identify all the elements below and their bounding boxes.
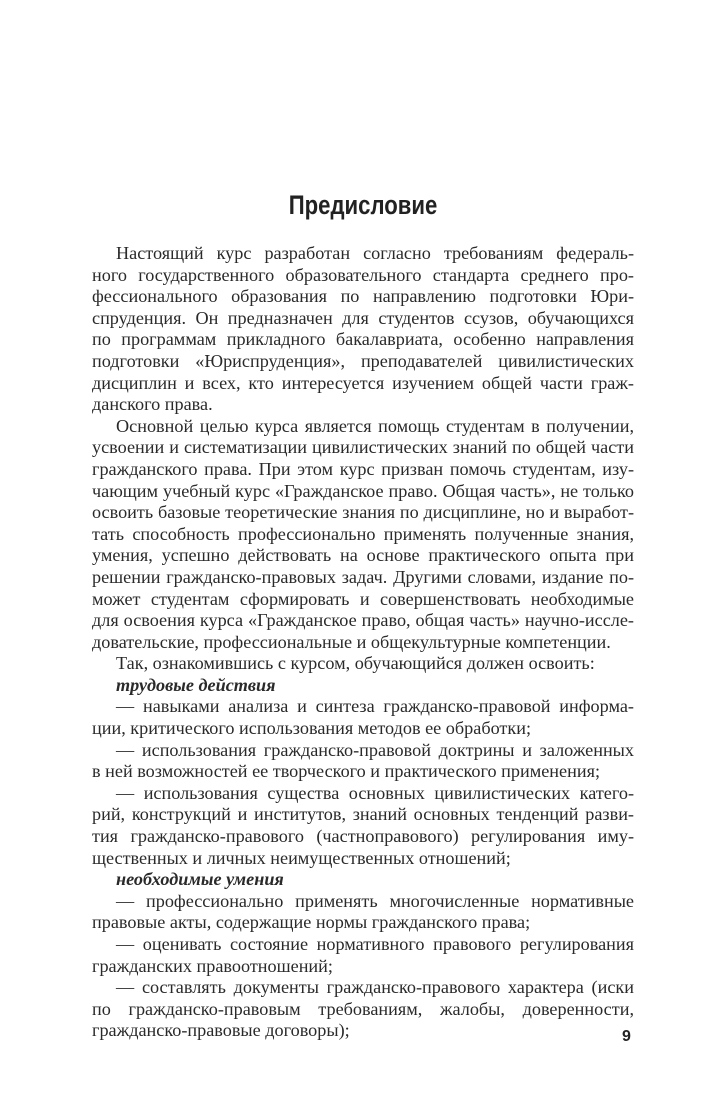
text-line: усвоении и систематизации цивилистических знаний по общей части xyxy=(92,437,634,458)
text-line: довательские, профессиональные и общекультурные компетенции. xyxy=(92,631,611,652)
text-line: — использования гражданско-правовой доктрины и заложенных xyxy=(116,739,634,760)
page-title: Предисловие xyxy=(288,190,438,221)
paragraph xyxy=(92,696,634,739)
text-line: гражданского права. При этом курс призван помочь студентам, изу- xyxy=(92,458,634,479)
text-line: для освоения курса «Гражданское право, общая часть» научно-иссле- xyxy=(92,610,634,631)
text-line: щественных и личных неимущественных отношений; xyxy=(92,847,511,868)
text-line: Так, ознакомившись с курсом, обучающийся должен освоить: xyxy=(116,653,595,674)
paragraph xyxy=(92,891,634,934)
paragraph xyxy=(92,977,634,1042)
text-line: подготовки «Юриспруденция», преподавателей цивилистических xyxy=(92,350,634,371)
text-line: данского права. xyxy=(92,394,213,415)
text-line: рий, конструкций и институтов, знаний основных тенденций разви- xyxy=(92,804,634,825)
text-line: Настоящий курс разработан согласно требованиям федераль- xyxy=(116,243,634,263)
paragraph xyxy=(92,934,634,977)
document-body xyxy=(92,243,634,1042)
text-line: тия гражданско-правового (частноправового) регулирования иму- xyxy=(92,826,634,847)
text-line: — составлять документы гражданско-правового характера (иски xyxy=(116,977,634,998)
text-line: тать способность профессионально применять полученные знания, xyxy=(92,523,634,544)
paragraph xyxy=(92,653,634,675)
text-line: необходимые умения xyxy=(116,869,284,890)
text-line: — навыками анализа и синтеза гражданско-правовой информа- xyxy=(116,696,634,717)
text-line: решении гражданско-правовых задач. Другими словами, издание по- xyxy=(92,566,634,587)
paragraph xyxy=(92,416,634,654)
text-line: по гражданско-правовым требованиям, жалобы, доверенности, xyxy=(92,998,634,1019)
text-line: Основной целью курса является помощь студентам в получении, xyxy=(116,415,634,436)
text-line: правовые акты, содержащие нормы гражданского права; xyxy=(92,912,531,933)
paragraph xyxy=(92,740,634,783)
section-heading xyxy=(92,869,634,891)
text-line: в ней возможностей ее творческого и практического применения; xyxy=(92,761,600,782)
paragraph xyxy=(92,243,634,416)
text-line: гражданско-правовые договоры); xyxy=(92,1020,350,1041)
text-line: гражданских правоотношений; xyxy=(92,955,333,976)
text-line: умения, успешно действовать на основе практического опыта при xyxy=(92,545,634,566)
text-line: дисциплин и всех, кто интересуется изучением общей части граж- xyxy=(92,372,634,393)
paragraph xyxy=(92,783,634,869)
text-line: освоить базовые теоретические знания по дисциплине, но и выработ- xyxy=(92,502,634,523)
section-heading xyxy=(92,675,634,697)
text-line: фессионального образования по направлению подготовки Юри- xyxy=(92,286,634,307)
text-line: — использования существа основных цивилистических катего- xyxy=(116,782,634,803)
text-line: может студентам сформировать и совершенствовать необходимые xyxy=(92,588,634,609)
text-line: трудовые действия xyxy=(116,674,276,695)
page-number: 9 xyxy=(622,1028,631,1045)
text-line: чающим учебный курс «Гражданское право. Общая часть», не только xyxy=(92,480,634,501)
text-line: — оценивать состояние нормативного правового регулирования xyxy=(116,934,634,954)
text-line: — профессионально применять многочисленные нормативные xyxy=(116,890,634,911)
text-line: ции, критического использования методов ее обработки; xyxy=(92,718,531,739)
text-line: ного государственного образовательного стандарта среднего про- xyxy=(92,264,634,285)
text-line: спруденция. Он предназначен для студентов ссузов, обучающихся xyxy=(92,307,634,328)
text-line: по программам прикладного бакалавриата, особенно направления xyxy=(92,329,634,350)
